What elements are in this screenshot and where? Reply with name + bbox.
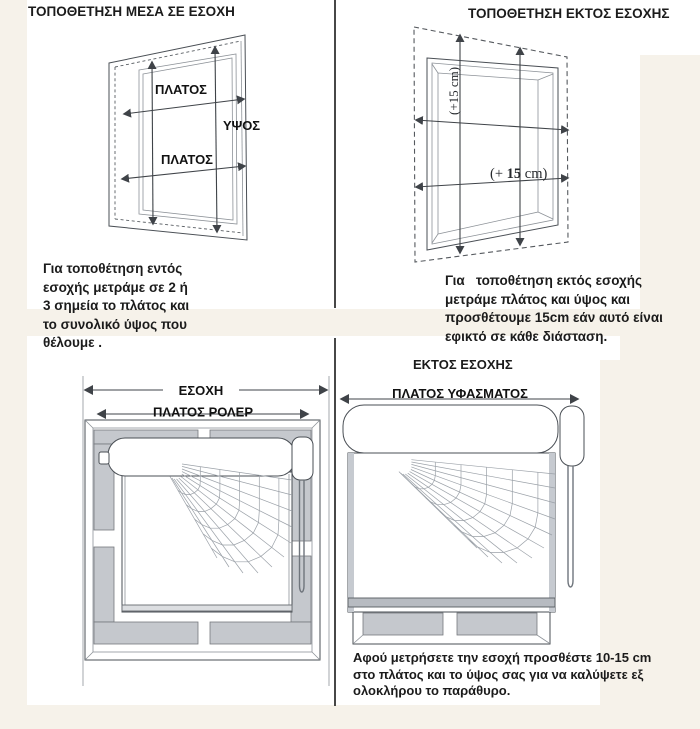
- title-inside-recess: ΤΟΠΟΘΕΤΗΣΗ ΜΕΣΑ ΣΕ ΕΣΟΧΗ: [28, 4, 235, 19]
- note-line: εσοχής μετράμε σε 2 ή: [43, 279, 188, 295]
- roller-outside-recess-diagram: [338, 385, 603, 650]
- height-add-label: (+15 cm): [446, 66, 461, 115]
- note-line: μετράμε πλάτος και ύψος και: [445, 291, 630, 307]
- note-inside-recess: [43, 260, 218, 353]
- title-outside-recess: ΤΟΠΟΘΕΤΗΣΗ ΕΚΤΟΣ ΕΣΟΧΗΣ: [468, 6, 670, 21]
- note-line: εφικτό σε κάθε διάσταση.: [445, 328, 608, 344]
- note-outside-recess: [445, 272, 680, 346]
- note-line: Για τοποθέτηση εντός: [43, 261, 183, 276]
- note-line: 3 σημεία το πλάτος και: [43, 298, 190, 314]
- background-band-bottom: [0, 705, 700, 729]
- divider-line-bottom: [334, 338, 336, 706]
- divider-line-top: [334, 0, 336, 308]
- note-bottom: [353, 650, 652, 700]
- note-line: Για τοποθέτηση εκτός εσοχής: [445, 273, 643, 288]
- width-label-top: ΠΛΑΤΟΣ: [155, 82, 207, 97]
- roller-inside-recess-diagram: [63, 368, 333, 688]
- window-recess-outside-diagram: [398, 18, 583, 268]
- background-strip-right-upper: [640, 55, 700, 309]
- note-line: Αφού μετρήσετε την εσοχή προσθέστε 10-15 cm: [353, 650, 652, 665]
- height-label: ΥΨΟΣ: [223, 118, 261, 133]
- note-line: το συνολικό ύψος που: [43, 316, 187, 332]
- note-line: προσθέτουμε 15cm εάν αυτό είναι: [445, 310, 663, 326]
- roller-width-label: ΠΛΑΤΟΣ ΡΟΛΕΡ: [152, 404, 254, 420]
- background-strip-left: [0, 0, 27, 729]
- window-recess-inside-diagram: [95, 30, 285, 255]
- note-line: ολοκλήρου το παράθυρο.: [353, 683, 511, 699]
- recess-label: ΕΣΟΧΗ: [178, 383, 224, 398]
- title-outside-recess-bottom: ΕΚΤΟΣ ΕΣΟΧΗΣ: [413, 357, 513, 372]
- fabric-width-label: ΠΛΑΤΟΣ ΥΦΑΣΜΑΤΟΣ: [392, 386, 528, 401]
- width-add-label: (+ 15 cm): [490, 166, 548, 182]
- note-line: θέλουμε .: [43, 335, 103, 351]
- note-line: στο πλάτος και το ύψος σας για να καλύψετε εξ: [353, 666, 644, 682]
- width-label-bottom: ΠΛΑΤΟΣ: [161, 152, 213, 167]
